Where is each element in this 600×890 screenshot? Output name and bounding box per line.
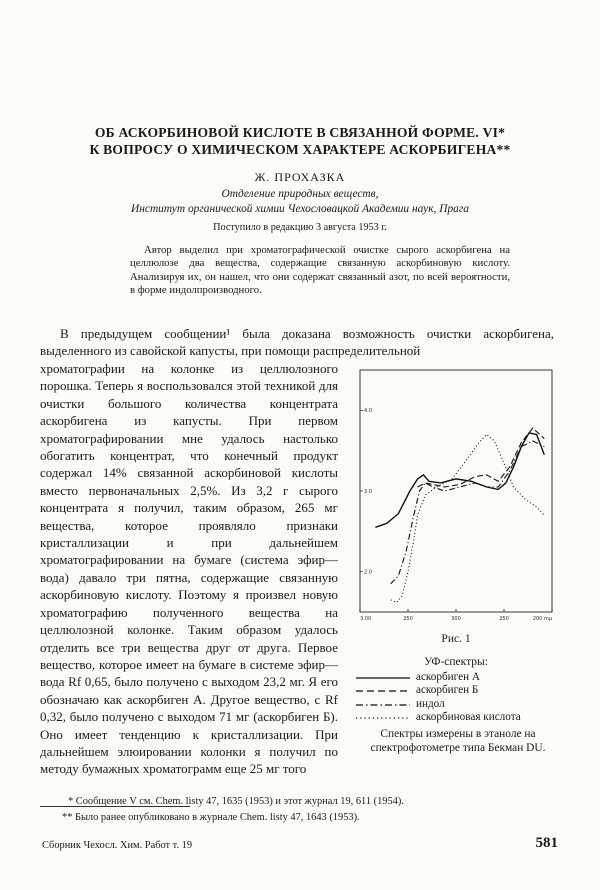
title-line-1: ОБ АСКОРБИНОВОЙ КИСЛОТЕ В СВЯЗАННОЙ ФОРМЕ. VI* (94, 125, 506, 140)
page-number: 581 (535, 835, 558, 851)
title-line-2: К ВОПРОСУ О ХИМИЧЕСКОМ ХАРАКТЕРЕ АСКОРБИГЕНА** (89, 142, 511, 157)
figure-note: Спектры измерены в этаноле на спектрофотометре типа Бекман DU. (370, 728, 546, 754)
author-name: Ж. ПРОХАЗКА (254, 170, 346, 184)
chart-legend (356, 671, 566, 725)
spectrum-line-dotted (391, 435, 545, 603)
y-tick-label: 3.0 (364, 488, 372, 495)
legend-dashed-line (356, 687, 410, 695)
chart-frame (360, 370, 552, 612)
footnote-2: ** Было ранее опубликовано в журнале Chem. listy 47, 1643 (1953). (62, 812, 360, 823)
legend-label: аскорбиген А (416, 671, 480, 683)
body-lead-paragraph: В предыдущем сообщении¹ была доказана возможность очистки аскорбигена, выделенного из савойской капусты, при помощи распределительной (40, 326, 554, 359)
legend-title: УФ-спектры: (424, 656, 488, 668)
legend-item-ascorbic (356, 711, 566, 724)
body-column-text (40, 360, 338, 778)
legend-solid-line (356, 674, 410, 682)
legend-label: индол (416, 697, 445, 710)
legend-dashdot-line (356, 701, 410, 709)
legend-item-indole (356, 698, 566, 711)
running-footer: Сборник Чехосл. Хим. Работ т. 19 (42, 840, 193, 851)
y-tick-label: 4.0 (364, 408, 372, 415)
x-tick-label: 3.00 (360, 616, 372, 622)
uv-spectra-chart (352, 364, 560, 626)
legend-dotted-line (356, 714, 410, 722)
x-tick-label: 300 (451, 616, 461, 622)
affiliation-line-1: Отделение природных веществ, (221, 188, 379, 200)
affiliation (40, 187, 560, 217)
legend-label: аскорбиновая кислота (416, 711, 521, 724)
footnote-1: * Сообщение V см. Chem. listy 47, 1635 (1953) и этот журнал 19, 611 (1954). (68, 796, 404, 807)
figure-caption: Рис. 1 (441, 633, 471, 645)
legend-item-b (356, 684, 566, 697)
body-column-paragraph: хроматографии на колонке из целлюлозного порошка. Теперь я воспользовался этой техникой для очистки большого количества концентрата аскорбигена из капусты. При первом хроматографировании мне удалось настолько обогатить концентрат, что конечный продукт содержал 14% связанной аскорбиновой кислоты вместо первоначальных 2,5%. Из 3,2 г сырого концентрата я получил, таким образом, 265 мг вещества, которое проявляло признаки кристаллизации и при дальнейшем хроматографировании на бумаге (система эфир—вода) давало три пятна, содержащие связанную аскорбиновую кислоту. Поэтому я произвел новую хроматографию полученного вещества на целлюлозной колонке. Таким образом удалось отделить все три вещества друг от друга. Первое вещество, которое имеет на бумаге в системе эфир—вода Rf 0,65, было получено с выходом 23,2 мг. Я его обозначаю как аскорбиген А. Другое вещество, с Rf 0,32, было получено с выходом 71 мг (аскорбиген Б). Оно имеет тенденцию к кристаллизации. При дальнейшем элюировании колонки я получил по методу бумажных хроматограмм еще 25 мг того (40, 361, 338, 777)
spectrum-line-dashdot (391, 441, 545, 584)
x-tick-label: 200 mμ (532, 616, 552, 622)
affiliation-line-2: Институт органической химии Чехословацкой Академии наук, Прага (131, 203, 469, 215)
x-tick-label: 250 (403, 616, 413, 622)
legend-item-a (356, 671, 566, 684)
abstract: Автор выделил при хроматографической очистке сырого аскорбигена на целлюлозе два вещества, содержащие связанную аскорбиновую кислоту. Анализируя их, он нашел, что они содержат связанный азот, по всей вероятности, в форме индолпроизводного. (130, 244, 510, 296)
x-tick-label: 250 (499, 616, 509, 622)
article-title (40, 124, 560, 158)
legend-label: аскорбиген Б (416, 684, 479, 697)
received-date: Поступило в редакцию 3 августа 1953 г. (213, 222, 387, 233)
spectrum-line-dashed (418, 428, 545, 487)
y-tick-label: 2.0 (364, 569, 372, 576)
